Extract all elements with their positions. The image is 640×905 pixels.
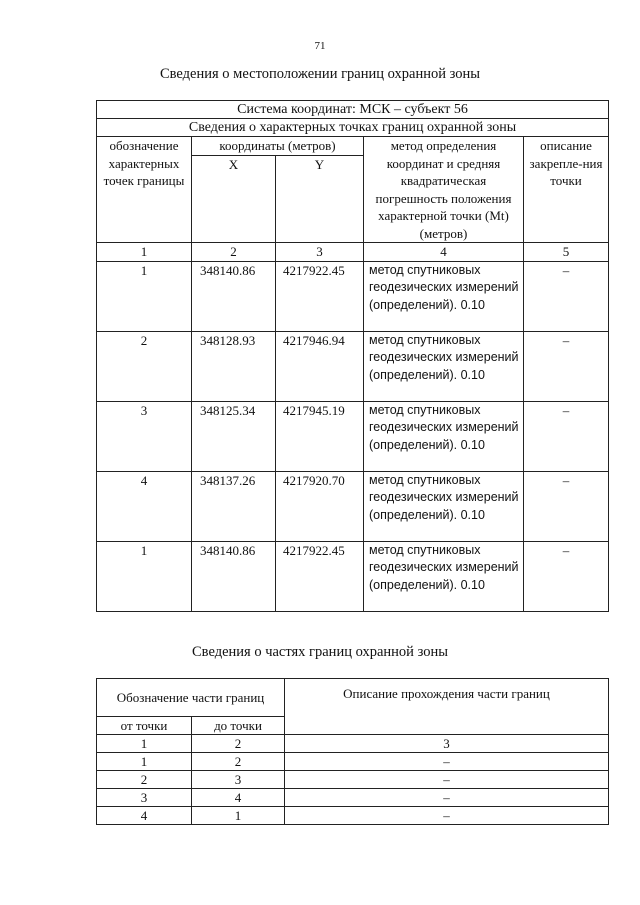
to-cell: 3 <box>192 771 285 789</box>
description-cell: – <box>524 541 609 611</box>
point-cell: 1 <box>97 261 192 331</box>
from-cell: 1 <box>97 735 192 753</box>
from-header: от точки <box>97 717 192 735</box>
part-description-cell: – <box>285 753 609 771</box>
method-cell: метод спутниковых геодезических измерений (определений). 0.10 <box>364 331 524 401</box>
part-description-header: Описание прохождения части границ <box>285 679 609 735</box>
table-row <box>97 771 609 789</box>
point-cell: 2 <box>97 331 192 401</box>
table-row <box>97 753 609 771</box>
part-description-cell: – <box>285 771 609 789</box>
section-title: Сведения о местоположении границ охранной зоны <box>159 66 480 82</box>
description-cell: – <box>524 331 609 401</box>
x-header: X <box>192 156 276 243</box>
page-number: 71 <box>314 40 326 52</box>
point-header: обозначение характерных точек границы <box>97 137 192 243</box>
parts-title: Сведения о частях границ охранной зоны <box>192 644 448 660</box>
method-cell: метод спутниковых геодезических измерений (определений). 0.10 <box>364 401 524 471</box>
table-row <box>97 735 609 753</box>
description-cell: – <box>524 261 609 331</box>
part-description-cell: – <box>285 807 609 825</box>
table-row <box>97 331 609 401</box>
table-row <box>97 541 609 611</box>
column-number-row <box>97 243 609 262</box>
method-cell: метод спутниковых геодезических измерений (определений). 0.10 <box>364 471 524 541</box>
y-cell: 4217945.19 <box>276 401 364 471</box>
to-cell: 2 <box>192 753 285 771</box>
part-header: Обозначение части границ <box>97 679 285 717</box>
y-cell: 4217922.45 <box>276 541 364 611</box>
table-row <box>97 807 609 825</box>
description-cell: – <box>524 471 609 541</box>
to-cell: 1 <box>192 807 285 825</box>
method-cell: метод спутниковых геодезических измерений (определений). 0.10 <box>364 541 524 611</box>
to-header: до точки <box>192 717 285 735</box>
part-description-cell: 3 <box>285 735 609 753</box>
point-cell: 3 <box>97 401 192 471</box>
to-cell: 2 <box>192 735 285 753</box>
description-cell: – <box>524 401 609 471</box>
coords-header: координаты (метров) <box>192 137 364 156</box>
table-row <box>97 401 609 471</box>
y-cell: 4217946.94 <box>276 331 364 401</box>
to-cell: 4 <box>192 789 285 807</box>
x-cell: 348128.93 <box>192 331 276 401</box>
table-row <box>97 261 609 331</box>
column-number: 3 <box>276 243 364 262</box>
from-cell: 2 <box>97 771 192 789</box>
y-header: Y <box>276 156 364 243</box>
point-cell: 4 <box>97 471 192 541</box>
from-cell: 1 <box>97 753 192 771</box>
column-number: 2 <box>192 243 276 262</box>
point-cell: 1 <box>97 541 192 611</box>
part-description-cell: – <box>285 789 609 807</box>
coordinate-system: Система координат: МСК – субъект 56 <box>97 101 609 119</box>
description-header: описание закрепле-ния точки <box>524 137 609 243</box>
table-row <box>97 471 609 541</box>
column-number: 1 <box>97 243 192 262</box>
x-cell: 348140.86 <box>192 261 276 331</box>
method-cell: метод спутниковых геодезических измерений (определений). 0.10 <box>364 261 524 331</box>
y-cell: 4217922.45 <box>276 261 364 331</box>
method-header: метод определения координат и средняя квадратическая погрешность положения характерной точки (Mt) (метров) <box>364 137 524 243</box>
x-cell: 348137.26 <box>192 471 276 541</box>
from-cell: 4 <box>97 807 192 825</box>
y-cell: 4217920.70 <box>276 471 364 541</box>
x-cell: 348125.34 <box>192 401 276 471</box>
column-number: 5 <box>524 243 609 262</box>
x-cell: 348140.86 <box>192 541 276 611</box>
column-number: 4 <box>364 243 524 262</box>
boundary-points-table <box>96 100 609 612</box>
boundary-parts-table <box>96 678 609 825</box>
from-cell: 3 <box>97 789 192 807</box>
table-row <box>97 789 609 807</box>
table-subtitle: Сведения о характерных точках границ охранной зоны <box>97 119 609 137</box>
